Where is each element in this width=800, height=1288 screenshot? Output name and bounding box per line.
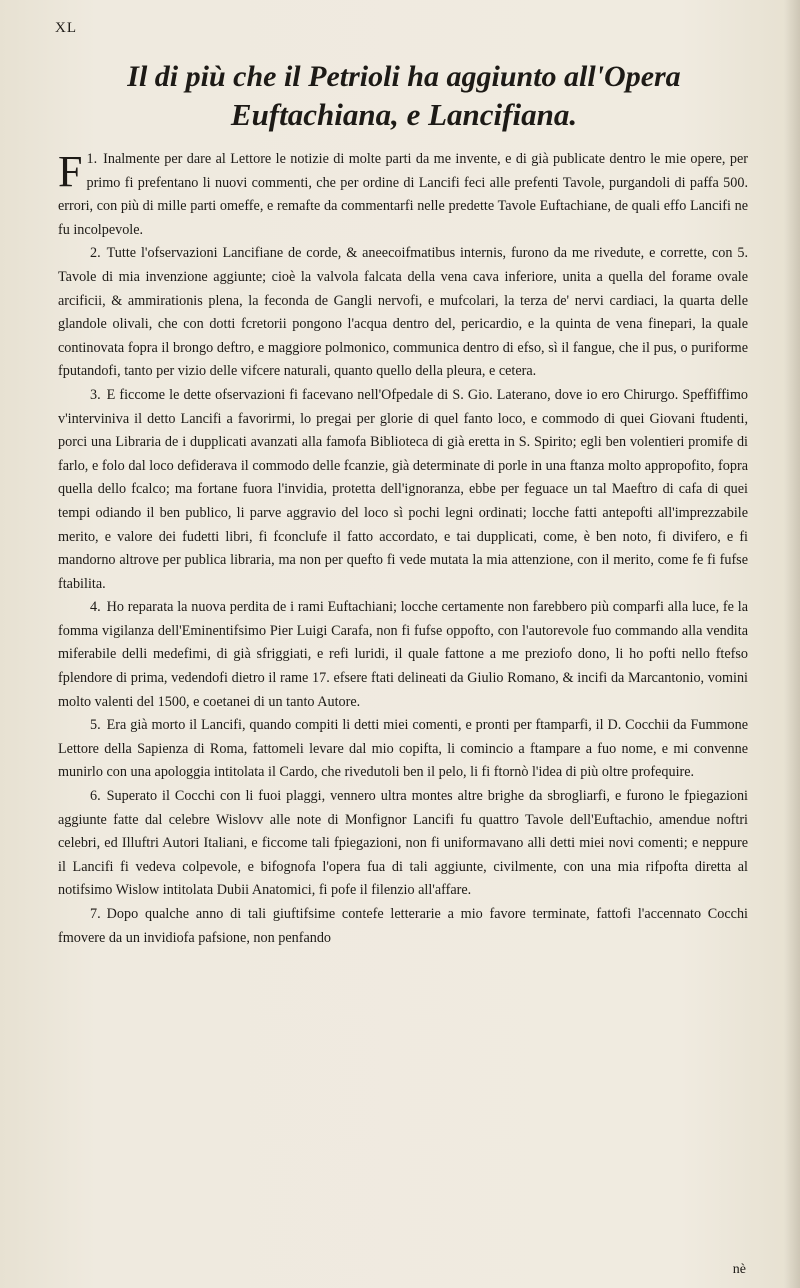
paragraph-text: Ho reparata la nuova perdita de i rami Euftachiani; locche certamente non farebbero più comparfi alla luce, fe la fomma vigilanza dell'Eminentifsimo Pier Luigi Carafa, non fi fufse oppofto, con l'autorevole fuo commando alla vendita miferabile delli medefimi, di già sfriggiati, e refi luridi, il quale fattone a me preziofo dono, li ho pofti nello ftefso fplendore di prima, vedendofi dietro il rame 17. efsere ftati delineati da Giulio Romano, & incifi da Marcantonio, vomini molto valenti del 1500, e coetanei di un tanto Autore. <box>58 599 748 710</box>
body-text <box>58 148 748 950</box>
paragraph-1 <box>58 148 748 242</box>
page-edge-shadow <box>784 0 800 1288</box>
paragraph-number: 5. <box>90 717 101 734</box>
paragraph-2 <box>58 242 748 384</box>
paragraph-number: 2. <box>90 245 101 262</box>
drop-cap: F <box>58 147 83 196</box>
catchword: nè <box>732 1262 746 1277</box>
paragraph-5 <box>58 714 748 785</box>
page-number: XL <box>55 20 77 36</box>
paragraph-3 <box>58 384 748 596</box>
paragraph-number: 4. <box>90 599 101 616</box>
paragraph-text: Superato il Cocchi con li fuoi plaggi, vennero ultra montes altre brighe da sbrogliarfi, e furono le fpiegazioni aggiunte fatte dal celebre Wislovv alle note di Monfignor Lancifi fu quattro Tavole dell'Euftachio, amendue noftri celebri, ed Illuftri Autori Italiani, e ficcome tali fpiegazioni, non fi uniformavano alli detti miei novi comenti; e neppure il Lancifi fi vedeva colpevole, e bifognofa l'opera fua di tali aggiunte, civilmente, con una mia rifpofta diretta al notifsimo Wislow intitolata Dubii Anatomici, fi pofe il filenzio all'affare. <box>58 788 748 899</box>
paragraph-7 <box>58 903 748 950</box>
section-heading <box>58 58 750 134</box>
paragraph-text: E ficcome le dette ofservazioni fi facevano nell'Ofpedale di S. Gio. Laterano, dove io ero Chirurgo. Speffiffimo v'interviniva il detto Lancifi a favorirmi, lo pregai per glorie di quel fanto loco, e commodo di quei Giovani ftudenti, porci una Libraria de i dupplicati avanzati alla famofa Biblioteca di già eretta in S. Spirito; egli ben volentieri promife di farlo, e folo dal loco defiderava il commodo delle fcanzie, già determinate di porle in una ftanza molto appropofito, fopra quella dello fcalco; ma fortane fuora l'invidia, protetta dell'ignoranza, ebbe per feguace un tal Maeftro di cafa di quei tempi odiando il ben publico, li parve aggravio del loco sì pochi legni ordinati; locche fatti antepofti all'imprezzabile merito, e valore dei fudetti libri, fi fconclufe il fatto accordato, e tai dupplicati, come, è ben noto, fi divifero, e fi mandorno altrove per publica libraria, ma non per quefto fi vede mutata la mia attenzione, con il merito, come fe fi fufse ftabilita. <box>58 386 748 592</box>
paragraph-number: 6. <box>90 788 101 805</box>
paragraph-text: Dopo qualche anno di tali giuftifsime contefe letterarie a mio favore terminate, fattofi l'accennato Cocchi fmovere da un invidiofa pafsione, non penfando <box>58 906 748 946</box>
paragraph-number: 3. <box>90 386 101 403</box>
paragraph-number: 1. <box>86 151 98 167</box>
paragraph-text: Inalmente per dare al Lettore le notizie di molte parti da me invente, e di già publicate dentro le mie opere, per primo fi prefentano li nuovi commenti, che per ordine di Lancifi feci alle prefenti Tavole, purgandoli di paffa 500. errori, con più di mille parti omeffe, e remafte da commentarfi nelle predette Tavole Euftachiane, de quali effo Lancifi ne fu incolpevole. <box>58 151 748 238</box>
paragraph-4 <box>58 596 748 714</box>
paragraph-6 <box>58 785 748 903</box>
paragraph-text: Era già morto il Lancifi, quando compiti li detti miei comenti, e pronti per ftamparfi, il D. Cocchii da Fummone Lettore della Sapienza di Roma, fattomeli levare dal mio copifta, li comincio a ftampare a fuo nome, e mi convenne munirlo con una apologgia intitolata il Cardo, che rivedutoli ben il pelo, li fi ftornò l'idea di più oltre profequire. <box>58 717 748 781</box>
heading-line-1: Il di più che il Petrioli ha aggiunto all'Opera <box>127 60 681 93</box>
paragraph-number: 7. <box>90 906 101 922</box>
paragraph-text: Tutte l'ofservazioni Lancifiane de corde, & aneecoifmatibus internis, furono da me rivedute, e corrette, con 5. Tavole di mia invenzione aggiunte; cioè la valvola falcata della vena cava inferiore, unita a quella del forame ovale arcificii, & ammirationis plena, la feconda de Gangli nervofi, e mufcolari, la terza de' nervi cardiaci, la quarta delle glandole olivali, che con dotti fcretorii pongono l'acqua dentro del, pericardio, e la quinta de vena finepari, la quale continovata fopra il brongo deftro, e maggiore polmonico, communica dentro di efso, sì il fangue, che il pus, o puriforme fputandofi, tanto per vizio delle vifcere naturali, quanto quello della pleura, e cetera. <box>58 245 748 380</box>
heading-line-2: Euftachiana, e Lancifiana. <box>230 97 578 132</box>
